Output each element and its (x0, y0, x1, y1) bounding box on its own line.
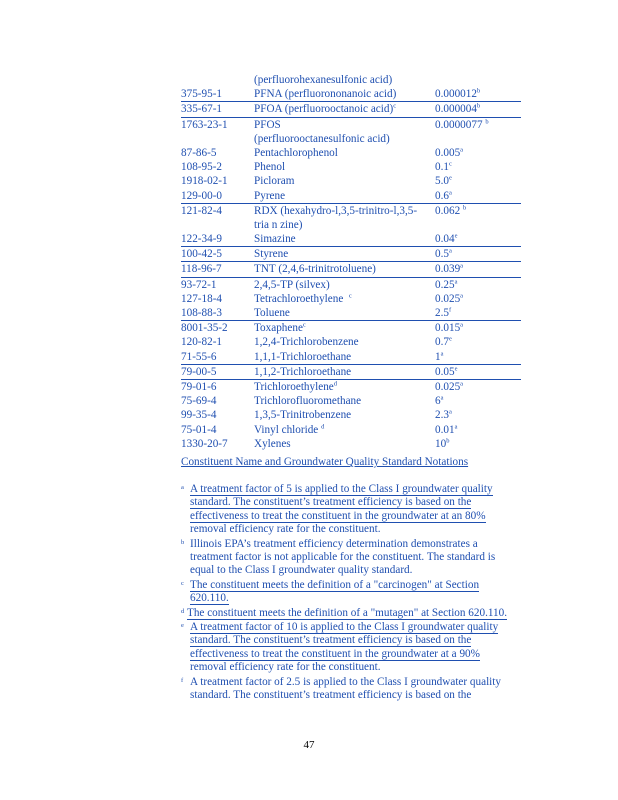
table-row (181, 365, 521, 380)
standard-value: 5.0e (435, 174, 452, 188)
cas-number: 375-95-1 (181, 88, 223, 101)
cas-number: 75-01-4 (181, 423, 217, 436)
cas-number: 121-82-4 (181, 204, 223, 217)
cas-number: 79-01-6 (181, 380, 217, 393)
table-row (181, 262, 521, 277)
notations-heading: Constituent Name and Groundwater Quality Standard Notations (181, 456, 469, 468)
constituent-name: Phenol (254, 161, 286, 174)
note-a (181, 483, 531, 537)
table-row (181, 87, 521, 102)
note-line: Illinois EPA’s treatment efficiency determination demonstrates a (190, 537, 478, 550)
cas-number: 100-42-5 (181, 248, 223, 261)
note-line: equal to the Class I groundwater quality standard. (190, 564, 413, 577)
note-marker: d (181, 607, 185, 615)
table-row (181, 380, 521, 394)
cas-number: 122-34-9 (181, 233, 223, 246)
note-line: A treatment factor of 2.5 is applied to the Class I groundwater quality (190, 675, 501, 688)
cas-number: 1763-23-1 (181, 118, 228, 131)
table-row (181, 204, 521, 232)
note-line: A treatment factor of 5 is applied to the Class I groundwater quality (190, 483, 493, 495)
table-row (181, 306, 521, 321)
constituent-name: PFNA (perfluorononanoic acid) (254, 88, 397, 101)
standard-value: 0.062 $^b$ (435, 203, 467, 217)
constituent-name: Tetrachloroethylene $^c$ (254, 292, 352, 305)
cas-number: 75-69-4 (181, 395, 217, 408)
note-marker: e (181, 622, 184, 630)
standard-value: 0.005$^a$ (435, 146, 464, 159)
constituent-table (181, 73, 521, 451)
cas-number: 1330-20-7 (181, 437, 228, 450)
table-row (181, 350, 521, 365)
constituent-name: Trichlorofluoromethane (254, 395, 362, 408)
standard-value: 0.7e (435, 335, 452, 349)
table-row (181, 278, 521, 292)
cas-number: 8001-35-2 (181, 322, 228, 335)
table-row (181, 118, 521, 132)
standard-value: 0.015$^a$ (435, 321, 464, 335)
note-e (181, 621, 531, 675)
table-row (181, 73, 521, 87)
page-number: 47 (303, 739, 315, 751)
note-line: A treatment factor of 10 is applied to the Class I groundwater quality (190, 621, 499, 634)
constituent-name: PFOS (254, 118, 281, 131)
cas-number: 99-35-4 (181, 409, 217, 422)
standard-value: 0.000004$^b$ (435, 102, 481, 116)
note-line: standard. The constituent’s treatment efficiency is based on the (190, 496, 472, 509)
constituent-name: Simazine (254, 233, 296, 246)
table-row (181, 335, 521, 349)
note-line: 620.110. (190, 592, 229, 605)
constituent-name: Toxaphene$^c$ (254, 321, 306, 335)
standard-value: 0.0000077 $^b$ (435, 117, 489, 131)
note-marker: f (181, 676, 184, 684)
notations-list (181, 483, 531, 703)
standard-value: 0.01$^a$ (435, 422, 458, 436)
cas-number: 1918-02-1 (181, 175, 228, 188)
standard-value: 0.039$^a$ (435, 262, 464, 276)
constituent-name: 1,3,5-Trinitrobenzene (254, 409, 352, 422)
cas-number: 93-72-1 (181, 278, 217, 291)
note-line: The constituent meets the definition of a "mutagen" at Section 620.110. (187, 606, 508, 619)
cas-number: 79-00-5 (181, 365, 217, 378)
constituent-name: PFOA (perfluorooctanoic acid)$^c$ (254, 102, 397, 116)
cas-number: 335-67-1 (181, 103, 223, 116)
constituent-name: Pyrene (254, 189, 286, 202)
constituent-name: Xylenes (254, 437, 291, 450)
table-row (181, 437, 521, 451)
standard-value: 0.025$^a$ (435, 292, 464, 305)
constituent-name: 2,4,5-TP (silvex) (254, 278, 330, 291)
constituent-name: Toluene (254, 307, 290, 320)
table-row (181, 292, 521, 306)
standard-value: 0.04e (435, 232, 458, 246)
table-row (181, 174, 521, 188)
table-row (181, 132, 521, 146)
standard-value: 0.6$^a$ (435, 188, 452, 202)
table-row (181, 189, 521, 204)
standard-value: 0.1$^c$ (435, 160, 452, 174)
standard-value: 0.025$^a$ (435, 380, 464, 393)
constituent-name: Vinyl chloride $^d$ (254, 422, 325, 436)
constituent-name: 1,1,1-Trichloroethane (254, 350, 352, 363)
standard-value: 1$^a$ (435, 349, 444, 363)
note-line: The constituent meets the definition of a "carcinogen" at Section (190, 578, 480, 591)
standard-value: 0.5$^a$ (435, 247, 452, 261)
cas-number: 129-00-0 (181, 189, 223, 202)
note-line: standard. The constituent’s treatment efficiency is based on the (190, 689, 472, 702)
constituent-name: Picloram (254, 175, 295, 188)
constituent-name: (perfluorooctanesulfonic acid) (254, 132, 390, 145)
constituent-name: 1,2,4-Trichlorobenzene (254, 336, 359, 349)
cas-number: 118-96-7 (181, 263, 222, 276)
constituent-name: RDX (hexahydro-l,3,5-trinitro-l,3,5-tria n zine) (254, 204, 418, 231)
note-b (181, 538, 531, 578)
note-line: removal efficiency rate for the constituent. (190, 661, 381, 674)
table-row (181, 232, 521, 247)
constituent-name: Styrene (254, 248, 289, 261)
note-line: effectiveness to treat the constituent in the groundwater at a 90% (190, 647, 480, 660)
note-marker: a (181, 484, 184, 491)
table-row (181, 408, 521, 422)
note-line: treatment factor is not applicable for the constituent. The standard is (190, 551, 496, 564)
constituent-name: Pentachlorophenol (254, 146, 338, 159)
note-marker: b (181, 538, 185, 546)
cas-number: 108-88-3 (181, 307, 223, 320)
cas-number: 120-82-1 (181, 336, 223, 349)
standard-value: 2.5$^f$ (435, 306, 452, 320)
note-line: standard. The constituent’s treatment efficiency is based on the (190, 634, 472, 647)
cas-number: 87-86-5 (181, 146, 217, 159)
cas-number: 108-95-2 (181, 161, 223, 174)
standard-value: 6$^a$ (435, 394, 444, 408)
table-row (181, 247, 521, 262)
standard-value: 2.3$^a$ (435, 408, 452, 422)
note-line: removal efficiency rate for the constituent. (190, 523, 381, 536)
standard-value: 0.05e (435, 365, 458, 378)
note-line: effectiveness to treat the constituent in the groundwater at an 80% (190, 509, 486, 522)
cas-number: 127-18-4 (181, 292, 223, 305)
constituent-name: TNT (2,4,6-trinitrotoluene) (254, 263, 376, 276)
standard-value: 0.25$^a$ (435, 277, 458, 291)
constituent-name: 1,1,2-Trichloroethane (254, 365, 352, 378)
table-row (181, 321, 521, 335)
cas-number: 71-55-6 (181, 350, 217, 363)
note-marker: c (181, 579, 184, 587)
constituent-name: (perfluorohexanesulfonic acid) (254, 74, 393, 86)
standard-value: 10$^b$ (435, 436, 450, 450)
constituent-name: Trichloroethylene$^d$ (254, 380, 337, 393)
table-row (181, 146, 521, 160)
table-row (181, 423, 521, 437)
note-f (181, 676, 531, 703)
note-d (181, 607, 531, 620)
table-row (181, 394, 521, 408)
note-c (181, 579, 531, 606)
standard-value: 0.000012$^b$ (435, 87, 481, 101)
table-row (181, 102, 521, 117)
table-row (181, 160, 521, 174)
